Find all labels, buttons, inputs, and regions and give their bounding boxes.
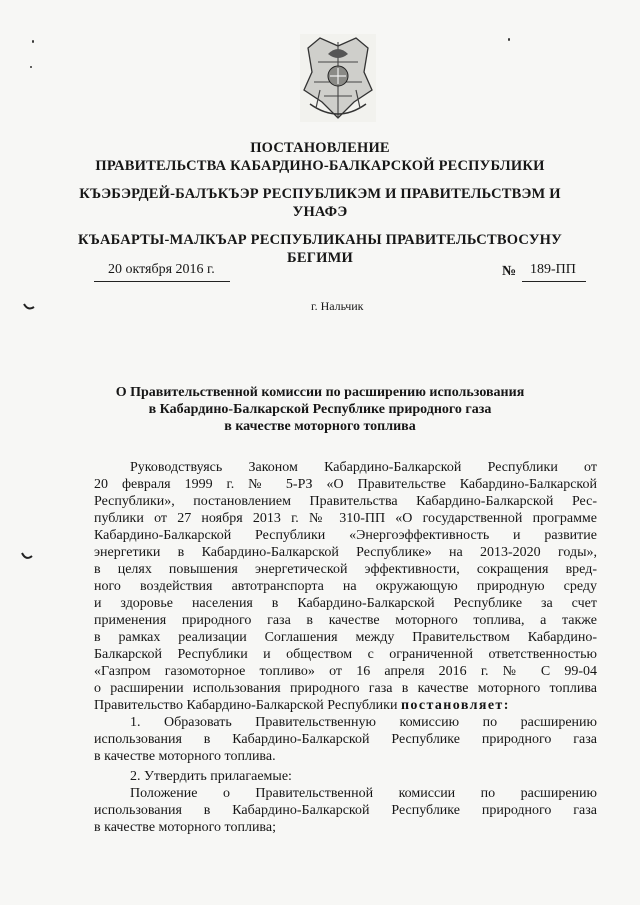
item1-line: использования в Кабардино-Балкарской Республике природного газа — [94, 732, 597, 747]
resolution-prefix: Правительство Кабардино-Балкарской Республики — [94, 698, 401, 713]
punch-mark — [22, 302, 36, 312]
body-line: в целях повышения энергетической эффективности, сокращения вред- — [94, 562, 597, 577]
body-line: в рамках реализации Соглашения между Правительством Кабардино- — [94, 630, 597, 645]
number-underline — [522, 281, 586, 282]
resolution-verb: постановляет: — [400, 698, 510, 713]
date-underline — [94, 281, 230, 282]
body-line: «Газпром газомоторное топливо» от 16 апреля 2016 г. № С 99-04 — [94, 664, 597, 679]
doc-title-line2: в Кабардино-Балкарской Республике природного газа — [148, 402, 492, 417]
body-line: Кабардино-Балкарской Республики «Энергоэффективность и развитие — [94, 528, 597, 543]
city: г. Нальчик — [311, 299, 364, 313]
item1-line: 1. Образовать Правительственную комиссию по расширению — [130, 715, 597, 730]
body-line: Республики», постановлением Правительства Кабардино-Балкарской Рес- — [94, 494, 597, 509]
doc-title-line3: в качестве моторного топлива — [224, 419, 416, 434]
doc-title-line1: О Правительственной комиссии по расширению использования — [115, 385, 525, 400]
issuer-title: ПРАВИТЕЛЬСТВА КАБАРДИНО-БАЛКАРСКОЙ РЕСПУБЛИКИ — [95, 158, 545, 174]
punch-mark — [20, 552, 34, 562]
body-line: публики от 27 ноября 2013 г. № 310-ПП «О государственной программе — [94, 511, 597, 526]
body-line: 20 февраля 1999 г. № 5-РЗ «О Правительстве Кабардино-Балкарской — [94, 477, 597, 492]
document-type-title: ПОСТАНОВЛЕНИЕ — [250, 140, 390, 156]
body-line: и здоровье населения в Кабардино-Балкарской Республике за счет — [94, 596, 597, 611]
kabardian-title-line1: КЪЭБЭРДЕЙ-БАЛЪКЪЭР РЕСПУБЛИКЭМ И ПРАВИТЕЛЬСТВЭМ И — [79, 186, 561, 202]
item2a-line: использования в Кабардино-Балкарской Республике природного газа — [94, 803, 597, 818]
item2a-line: Положение о Правительственной комиссии по расширению — [130, 786, 597, 801]
body-line: о расширении использования природного газа в качестве моторного топлива — [94, 681, 597, 696]
body-line: ного воздействия автотранспорта на окружающую природную среду — [94, 579, 597, 594]
balkar-title-line2: БЕГИМИ — [287, 250, 353, 266]
scan-speck — [30, 66, 32, 68]
document-date: 20 октября 2016 г. — [108, 262, 215, 277]
body-line: Руководствуясь Законом Кабардино-Балкарской Республики от — [130, 460, 597, 475]
number-sign: № — [502, 264, 517, 279]
balkar-title-line1: КЪАБАРТЫ-МАЛКЪАР РЕСПУБЛИКАНЫ ПРАВИТЕЛЬСТВОСУНУ — [78, 232, 562, 248]
item2-line: 2. Утвердить прилагаемые: — [130, 769, 292, 784]
document-number: 189-ПП — [530, 262, 576, 277]
item2a-line: в качестве моторного топлива; — [94, 820, 276, 835]
body-line: применения природного газа в качестве моторного топлива, а также — [94, 613, 597, 628]
scan-speck — [32, 40, 34, 43]
body-line: Балкарской Республики и обществом с ограниченной ответственностью — [94, 647, 597, 662]
kabardian-title-line2: УНАФЭ — [292, 204, 348, 220]
scan-speck — [508, 38, 510, 41]
item1-line: в качестве моторного топлива. — [94, 749, 276, 764]
body-line: энергетики в Кабардино-Балкарской Республике» на 2013-2020 годы», — [94, 545, 597, 560]
resolution-line — [94, 697, 597, 714]
coat-of-arms-emblem — [298, 32, 378, 124]
